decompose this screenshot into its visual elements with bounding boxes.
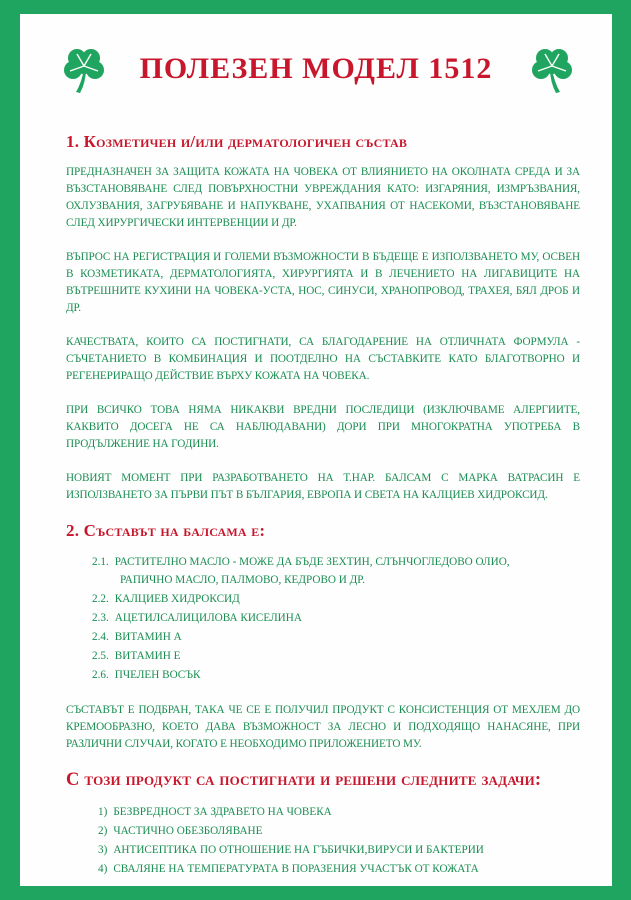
list-item xyxy=(66,590,580,608)
paragraph: ПРЕДНАЗНАЧЕН ЗА ЗАЩИТА КОЖАТА НА ЧОВЕКА ОТ ВЛИЯНИЕТО НА ОКОЛНАТА СРЕДА И ЗА ВЪЗСТАНОВЯВАНЕ СЛЕД ПОВЪРХНОСТНИ УВРЕЖДАНИЯ КАТО: ИЗГАРЯНИЯ, ИЗМРЪЗВАНИЯ, ОХЛУЗВАНИЯ, ЗАГРУБЯВАНЕ И НАПУКВАНЕ, УХАПВАНИЯ ОТ НАСЕКОМИ, ВЪЗСТАНОВЯВАНЕ СЛЕД ХИРУРГИЧЕСКИ ИНТЕРВЕНЦИИ И ДР. xyxy=(66,166,580,229)
paragraph: КАЧЕСТВАТА, КОИТО СА ПОСТИГНАТИ, СА БЛАГОДАРЕНИЕ НА ОТЛИЧНАТА ФОРМУЛА - СЪЧЕТАНИЕТО В КОМБИНАЦИЯ И ПООТДЕЛНО НА СЪСТАВКИТЕ КАТО БЛАГОТВОРНО И РЕГЕНЕРИРАЩО ДЕЙСТВИЕ ВЪРХУ КОЖАТА НА ЧОВЕКА. xyxy=(66,336,580,382)
section2-heading: 2. Съставът на балсама е: xyxy=(66,521,266,540)
list-item xyxy=(66,803,580,821)
item-text: КАЛЦИЕВ ХИДРОКСИД xyxy=(114,593,240,605)
tasks-list xyxy=(66,803,580,878)
item-text: АЦЕТИЛСАЛИЦИЛОВА КИСЕЛИНА xyxy=(114,612,302,624)
item-number: 2.2. xyxy=(92,593,109,605)
item-number: 2.5. xyxy=(92,650,109,662)
item-text: ПЧЕЛЕН ВОСЪК xyxy=(114,669,201,681)
list-item xyxy=(66,841,580,859)
document-body xyxy=(66,132,580,896)
item-text: СВАЛЯНЕ НА ТЕМПЕРАТУРАТА В ПОРАЗЕНИЯ УЧАСТЪК ОТ КОЖАТА xyxy=(113,863,479,875)
item-text: ЧАСТИЧНО ОБЕЗБОЛЯВАНЕ xyxy=(113,825,263,837)
item-number: 2.3. xyxy=(92,612,109,624)
paragraph: НОВИЯТ МОМЕНТ ПРИ РАЗРАБОТВАНЕТО НА Т.НАР. БАЛСАМ С МАРКА ВАТРАСИН Е ИЗПОЛЗВАНЕТО ЗА ПЪРВИ ПЪТ В БЪЛГАРИЯ, ЕВРОПА И СВЕТА НА КАЛЦИЕВ ХИДРОКСИД. xyxy=(66,472,580,501)
item-number: 2.6. xyxy=(92,669,109,681)
header xyxy=(20,42,612,102)
section3-heading: С този продукт са постигнати и решени следните задачи: xyxy=(66,770,542,790)
paragraph: ВЪПРОС НА РЕГИСТРАЦИЯ И ГОЛЕМИ ВЪЗМОЖНОСТИ В БЪДЕЩЕ Е ИЗПОЛЗВАНЕТО МУ, ОСВЕН В КОЗМЕТИКАТА, ДЕРМАТОЛОГИЯТА, ХИРУРГИЯТА И В ЛЕЧЕНИЕТО НА ЛИГАВИЦИТЕ НА ВЪТРЕШНИТЕ КУХИНИ НА ЧОВЕКА-УСТА, НОС, СИНУСИ, ХРАНОПРОВОД, ТРАХЕЯ, БЯЛ ДРОБ И ДР. xyxy=(66,251,580,314)
item-text: ВИТАМИН А xyxy=(114,631,182,643)
item-text: РАСТИТЕЛНО МАСЛО - МОЖЕ ДА БЪДЕ ЗЕХТИН, СЛЪНЧОГЛЕДОВО ОЛИО, xyxy=(114,556,510,568)
item-number: 1) xyxy=(98,806,108,818)
list-item xyxy=(66,609,580,627)
list-item xyxy=(66,628,580,646)
list-item xyxy=(66,860,580,878)
page-title: ПОЛЕЗЕН МОДЕЛ 1512 xyxy=(139,52,493,85)
item-number: 3) xyxy=(98,844,108,856)
clover-icon xyxy=(526,42,578,94)
paragraph: СЪСТАВЪТ Е ПОДБРАН, ТАКА ЧЕ СЕ Е ПОЛУЧИЛ ПРОДУКТ С КОНСИСТЕНЦИЯ ОТ МЕХЛЕМ ДО КРЕМООБРАЗНО, КОЕТО ДАВА ВЪЗМОЖНОСТ ЗА ЛЕСНО И ПОДХОДЯЩО НАНАСЯНЕ, ПРИ РАЗЛИЧНИ СЛУЧАИ, КОГАТО Е НЕОБХОДИМО ПРИЛОЖЕНИЕТО МУ. xyxy=(66,704,580,750)
item-text: АНТИСЕПТИКА ПО ОТНОШЕНИЕ НА ГЪБИЧКИ,ВИРУСИ И БАКТЕРИИ xyxy=(113,844,484,856)
item-number: 2.1. xyxy=(92,556,109,568)
item-text: ВИТАМИН Е xyxy=(114,650,181,662)
list-item xyxy=(66,822,580,840)
list-item xyxy=(66,666,580,684)
item-number: 2) xyxy=(98,825,108,837)
item-number: 4) xyxy=(98,863,108,875)
item-text: БЕЗВРЕДНОСТ ЗА ЗДРАВЕТО НА ЧОВЕКА xyxy=(113,806,332,818)
ingredients-list xyxy=(66,553,580,684)
list-item xyxy=(66,647,580,665)
item-number: 2.4. xyxy=(92,631,109,643)
section1-heading: 1. Козметичен и/или дерматологичен състав xyxy=(66,132,408,151)
document-page xyxy=(20,14,612,886)
item-text-continued: РАПИЧНО МАСЛО, ПАЛМОВО, КЕДРОВО И ДР. xyxy=(120,574,365,586)
list-item xyxy=(66,553,580,589)
paragraph: ПРИ ВСИЧКО ТОВА НЯМА НИКАКВИ ВРЕДНИ ПОСЛЕДИЦИ (ИЗКЛЮЧВАМЕ АЛЕРГИИТЕ, КАКВИТО ДОСЕГА НЕ СА НАБЛЮДАВАНИ) ДОРИ ПРИ МНОГОКРАТНА УПОТРЕБА В ПРОДЪЛЖЕНИЕ НА ГОДИНИ. xyxy=(66,404,580,450)
